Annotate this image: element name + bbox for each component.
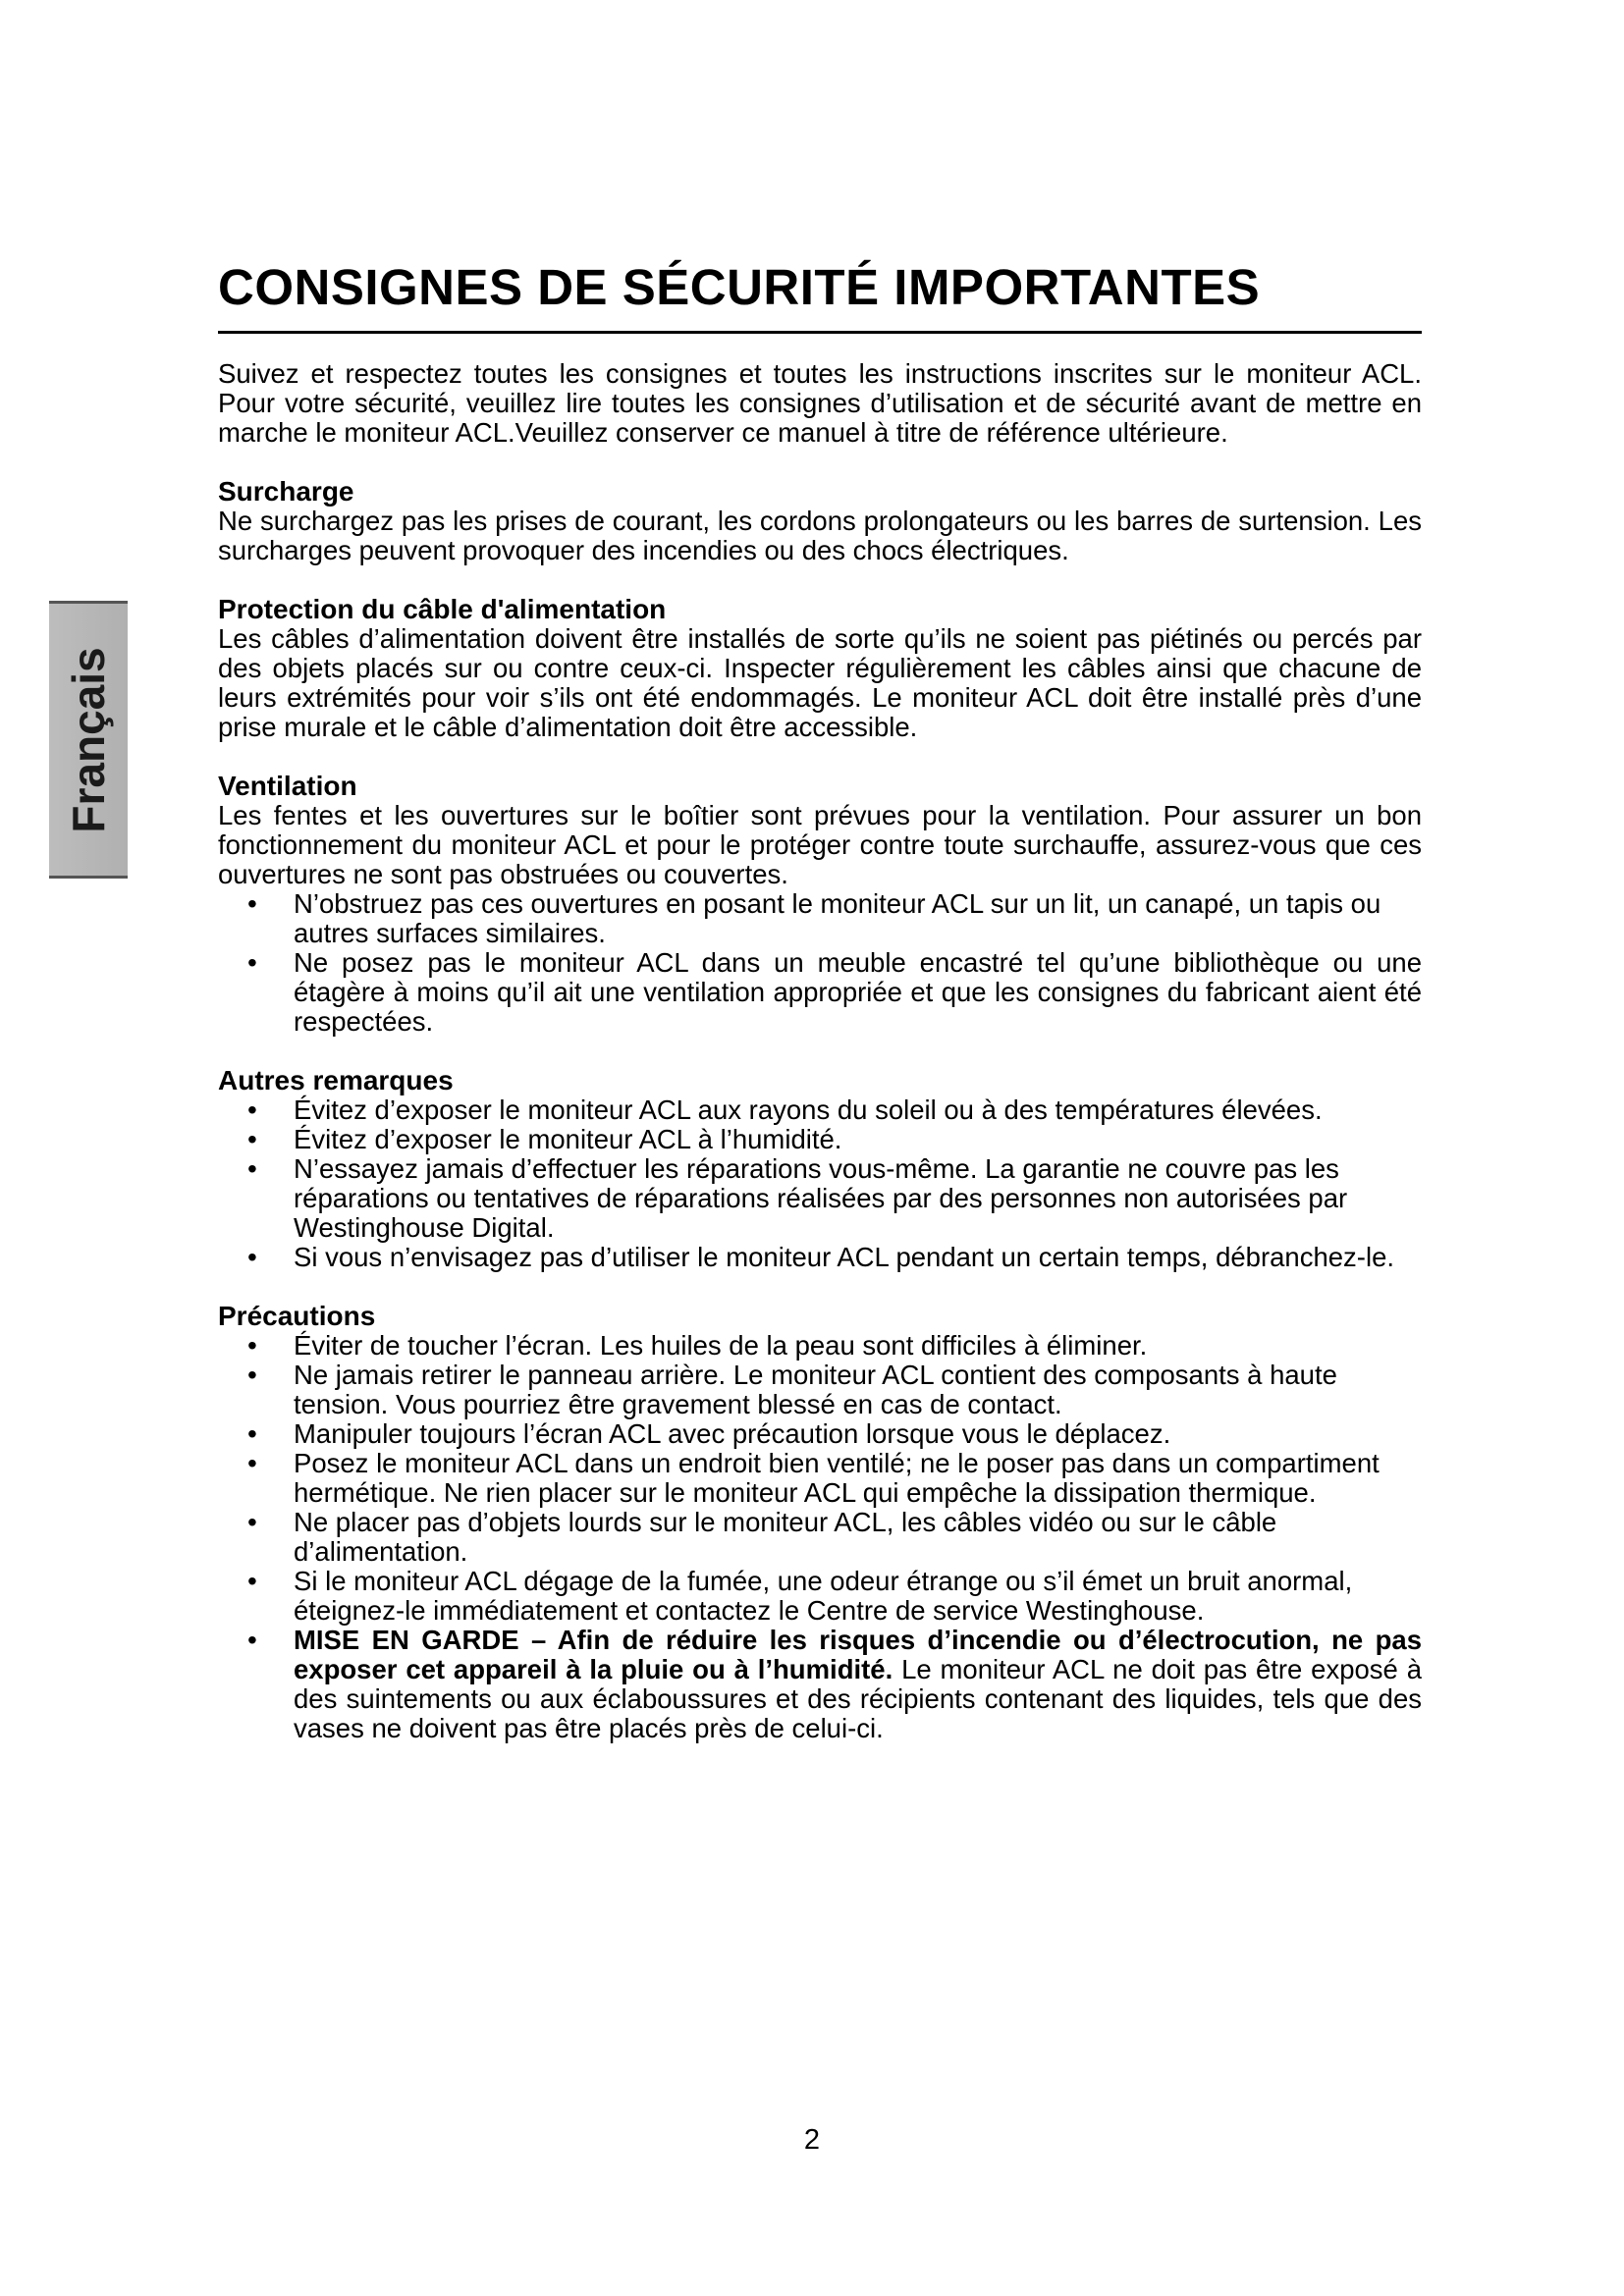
list-item: • Ne jamais retirer le panneau arrière. Le moniteur ACL contient des composants à haute tension. Vous pourriez être gravement blessé en cas de contact. — [294, 1361, 1422, 1419]
list-item: • Manipuler toujours l’écran ACL avec précaution lorsque vous le déplacez. — [294, 1419, 1422, 1449]
list-item: • N’obstruez pas ces ouvertures en posant le moniteur ACL sur un lit, un canapé, un tapis ou autres surfaces similaires. — [294, 889, 1422, 948]
bullet-list — [218, 1331, 1422, 1743]
list-item: • Éviter de toucher l’écran. Les huiles de la peau sont difficiles à éliminer. — [294, 1331, 1422, 1361]
warning-text: Le moniteur ACL ne doit pas être exposé à des suintements ou aux éclaboussures et des récipients contenant des liquides, tels que des vases ne doivent pas être placés près de celui-ci. — [294, 1654, 1422, 1744]
section-autres — [218, 1066, 1422, 1272]
section-heading: Protection du câble d'alimentation — [218, 594, 667, 625]
bullet-list — [218, 1095, 1422, 1272]
section-precautions — [218, 1302, 1422, 1743]
section-heading: Précautions — [218, 1301, 376, 1332]
section-heading: Ventilation — [218, 771, 357, 802]
section-heading: Surcharge — [218, 476, 354, 507]
list-item: • Ne posez pas le moniteur ACL dans un meuble encastré tel qu’une bibliothèque ou une étagère à moins qu’il ait une ventilation appropriée et que les consignes du fabricant aient été respectées. — [294, 948, 1422, 1037]
section-paragraph: Ne surchargez pas les prises de courant, les cordons prolongateurs ou les barres de surtension. Les surcharges peuvent provoquer des incendies ou des chocs électriques. — [218, 506, 1422, 566]
language-tab — [49, 601, 128, 879]
intro-paragraph: Suivez et respectez toutes les consignes et toutes les instructions inscrites sur le moniteur ACL. Pour votre sécurité, veuillez lire toutes les consignes d’utilisation et de sécurité avant de mettre en marche le moniteur ACL.Veuillez conserver ce manuel à titre de référence ultérieure. — [218, 358, 1422, 449]
section-surcharge — [218, 477, 1422, 565]
list-item: • Évitez d’exposer le moniteur ACL aux rayons du soleil ou à des températures élevées. — [294, 1095, 1422, 1125]
section-protection — [218, 595, 1422, 742]
section-ventilation — [218, 772, 1422, 1037]
language-tab-label: Français — [63, 646, 114, 833]
list-item: • Posez le moniteur ACL dans un endroit bien ventilé; ne le poser pas dans un compartiment hermétique. Ne rien placer sur le moniteur ACL qui empêche la dissipation thermique. — [294, 1449, 1422, 1508]
page-number: 2 — [803, 2124, 821, 2156]
section-heading: Autres remarques — [218, 1065, 454, 1096]
warning-item — [294, 1626, 1422, 1743]
section-paragraph: Les câbles d’alimentation doivent être installés de sorte qu’ils ne soient pas piétinés ou percés par des objets placés sur ou contre ceux-ci. Inspecter régulièrement les câbles ainsi que chacune de leurs extrémités pour voir s’ils ont été endommagés. Le moniteur ACL doit être installé près d’une prise murale et le câble d’alimentation doit être accessible. — [218, 623, 1422, 743]
list-item: • N’essayez jamais d’effectuer les réparations vous-même. La garantie ne couvre pas les réparations ou tentatives de réparations réalisées par des personnes non autorisées par Westinghouse Digital. — [294, 1154, 1422, 1243]
page-title: CONSIGNES DE SÉCURITÉ IMPORTANTES — [218, 257, 1422, 334]
warning-bold-text: MISE EN GARDE – Afin de réduire les risques d’incendie ou d’électrocution, ne pas exposer cet appareil à la pluie ou à l’humidité. — [294, 1625, 1422, 1685]
list-item: • Ne placer pas d’objets lourds sur le moniteur ACL, les câbles vidéo ou sur le câble d’alimentation. — [294, 1508, 1422, 1567]
list-item: • Évitez d’exposer le moniteur ACL à l’humidité. — [294, 1125, 1422, 1154]
list-item: • Si le moniteur ACL dégage de la fumée, une odeur étrange ou s’il émet un bruit anormal, éteignez-le immédiatement et contactez le Centre de service Westinghouse. — [294, 1567, 1422, 1626]
document-content — [218, 257, 1422, 1743]
bullet-list — [218, 889, 1422, 1037]
list-item: • Si vous n’envisagez pas d’utiliser le moniteur ACL pendant un certain temps, débranchez-le. — [294, 1243, 1422, 1272]
section-paragraph: Les fentes et les ouvertures sur le boîtier sont prévues pour la ventilation. Pour assurer un bon fonctionnement du moniteur ACL et pour le protéger contre toute surchauffe, assurez-vous que ces ouvertures ne sont pas obstruées ou couvertes. — [218, 800, 1422, 890]
